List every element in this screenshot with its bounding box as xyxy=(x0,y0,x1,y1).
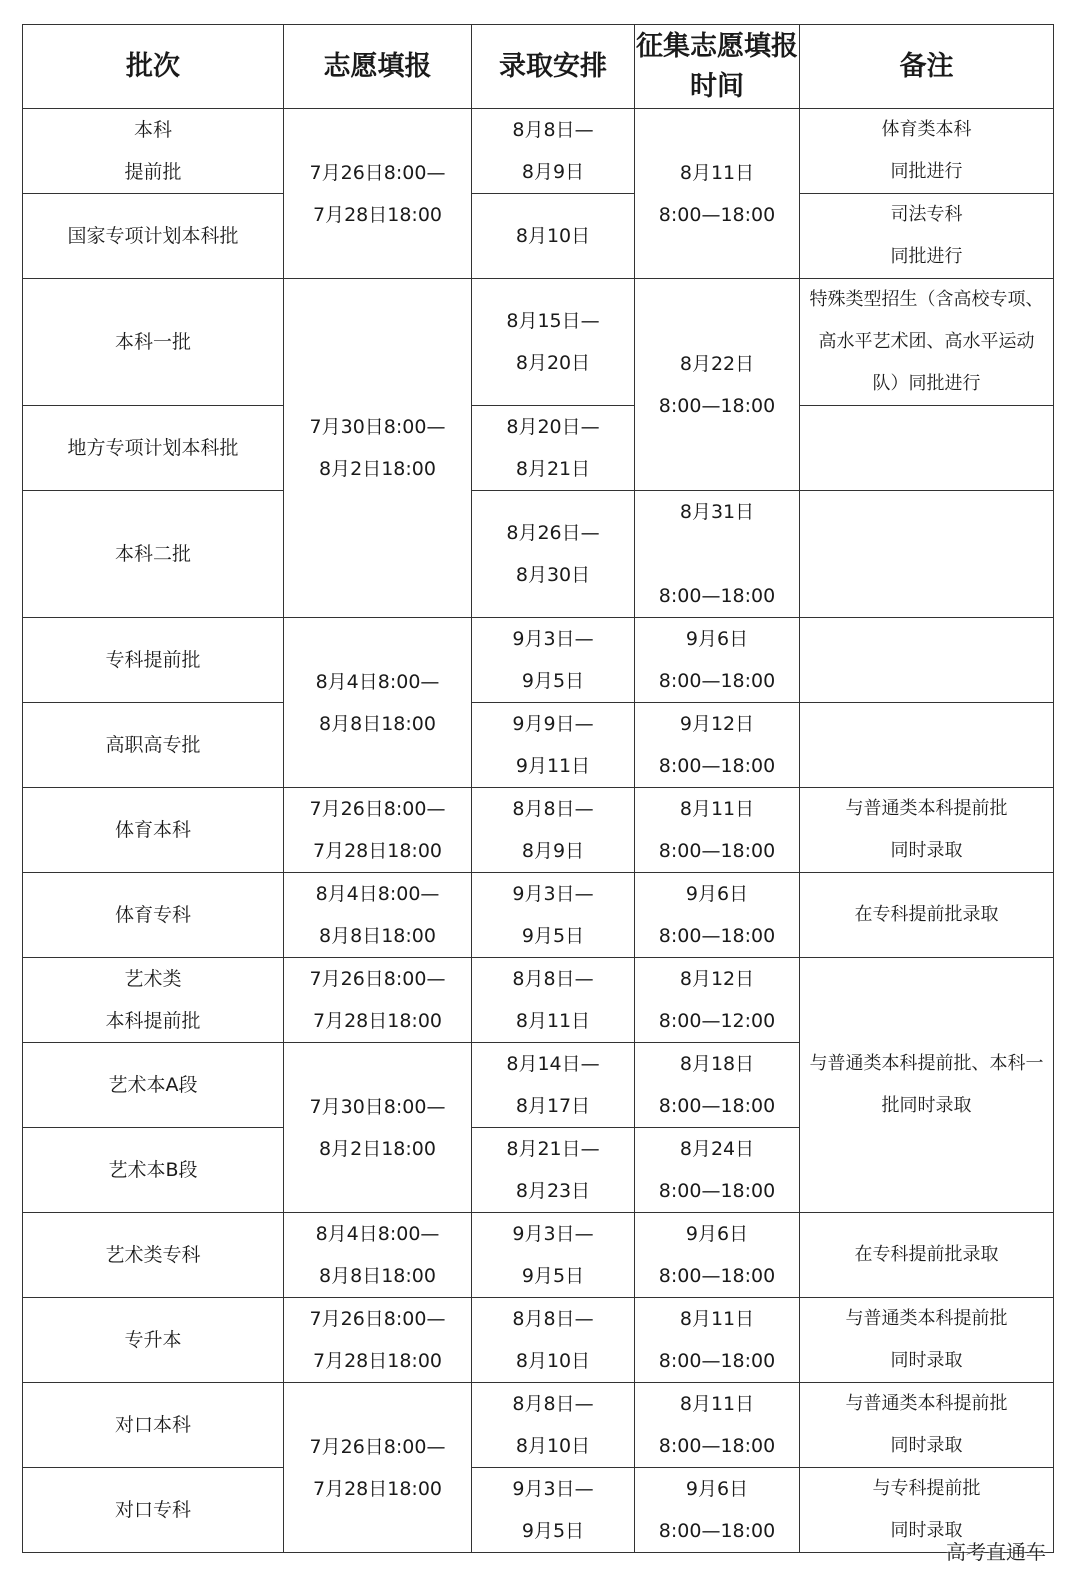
cell-text: 8月4日8:00— xyxy=(315,883,440,905)
solicit-cell xyxy=(635,873,800,958)
cell-text: 7月30日8:00— xyxy=(309,1095,446,1118)
table-row xyxy=(23,618,1054,703)
cell-text: 7月28日18:00 xyxy=(312,1350,443,1372)
cell-text: 8月11日 xyxy=(679,1393,755,1415)
cell-text: 9月6日 xyxy=(685,1478,749,1500)
fill-cell xyxy=(284,958,472,1043)
cell-text: 8月4日8:00— xyxy=(315,1223,440,1245)
cell-text: 提前批 xyxy=(124,161,182,183)
cell-text: 8月8日— xyxy=(512,968,594,990)
cell-text: 8月11日 xyxy=(679,798,755,820)
cell-text: 8月10日 xyxy=(515,225,591,247)
admission-cell xyxy=(472,109,635,194)
cell-text: 9月6日 xyxy=(685,1223,749,1245)
cell-text: 专科提前批 xyxy=(105,649,201,671)
cell-text: 8月20日 xyxy=(515,352,591,374)
merged-remark-cell xyxy=(800,958,1054,1213)
remark-cell xyxy=(800,1298,1054,1383)
cell-text: 8月2日18:00 xyxy=(319,458,436,480)
solicit-cell xyxy=(635,491,800,618)
table-row xyxy=(23,194,1054,279)
cell-text: 在专科提前批录取 xyxy=(854,1244,999,1265)
remark-cell xyxy=(800,491,1054,618)
cell-text: 特殊类型招生（含高校专项、 xyxy=(809,289,1044,310)
batch-cell xyxy=(23,788,284,873)
table-row xyxy=(23,788,1054,873)
cell-text: 本科二批 xyxy=(114,543,191,565)
header-remarks: 备注 xyxy=(800,25,1054,109)
solicit-cell xyxy=(635,1128,800,1213)
cell-text: 在专科提前批录取 xyxy=(854,904,999,925)
cell-text: 同时录取 xyxy=(890,1435,963,1456)
cell-text: 8月9日 xyxy=(521,840,585,862)
cell-text: 9月3日— xyxy=(512,883,594,905)
cell-text: 8月26日— xyxy=(506,522,600,544)
cell-text: 与普通类本科提前批 xyxy=(845,1308,1008,1329)
remark-cell xyxy=(800,406,1054,491)
admission-cell xyxy=(472,1383,635,1468)
cell-text: 体育本科 xyxy=(114,819,191,841)
cell-text: 7月26日8:00— xyxy=(309,1435,446,1458)
header-solicitation-line: 征集志愿 xyxy=(636,30,744,62)
table-row xyxy=(23,873,1054,958)
remark-cell xyxy=(800,109,1054,194)
cell-text: 艺术类专科 xyxy=(105,1244,201,1266)
cell-text: 8:00—18:00 xyxy=(658,1180,776,1202)
cell-text: 本科提前批 xyxy=(105,1010,201,1032)
admission-cell xyxy=(472,1213,635,1298)
batch-cell xyxy=(23,279,284,406)
merged-fill-cell xyxy=(284,618,472,788)
table-row xyxy=(23,1383,1054,1468)
cell-text: 8:00—18:00 xyxy=(658,1520,776,1542)
cell-text: 8月20日— xyxy=(506,416,600,438)
fill-cell xyxy=(284,1298,472,1383)
cell-text: 8月30日 xyxy=(515,564,591,586)
cell-text: 9月3日— xyxy=(512,1223,594,1245)
remark-cell xyxy=(800,788,1054,873)
cell-text: 7月26日8:00— xyxy=(309,161,446,184)
cell-text xyxy=(800,533,1053,575)
cell-text: 国家专项计划本科批 xyxy=(67,225,239,247)
cell-text: 8:00—18:00 xyxy=(658,203,776,226)
cell-text: 同时录取 xyxy=(890,1350,963,1371)
table-row xyxy=(23,491,1054,618)
cell-text: 体育专科 xyxy=(114,904,191,926)
cell-text: 艺术本A段 xyxy=(108,1074,198,1096)
admission-cell xyxy=(472,958,635,1043)
cell-text: 同批进行 xyxy=(890,161,963,182)
cell-text: 8:00—18:00 xyxy=(658,1265,776,1287)
remark-cell xyxy=(800,194,1054,279)
cell-text: 对口本科 xyxy=(114,1414,191,1436)
cell-text: 队）同批进行 xyxy=(872,373,981,394)
solicit-cell xyxy=(635,1213,800,1298)
cell-text: 8月12日 xyxy=(679,968,755,990)
solicit-cell xyxy=(635,958,800,1043)
remark-cell xyxy=(800,703,1054,788)
cell-text: 8月21日— xyxy=(506,1138,600,1160)
cell-text: 9月3日— xyxy=(512,628,594,650)
cell-text: 8月14日— xyxy=(506,1053,600,1075)
fill-cell xyxy=(284,788,472,873)
cell-text: 与专科提前批 xyxy=(872,1478,981,1499)
cell-text: 体育类本科 xyxy=(881,119,972,140)
solicit-cell xyxy=(635,703,800,788)
batch-cell xyxy=(23,1213,284,1298)
cell-text: 对口专科 xyxy=(114,1499,191,1521)
cell-text: 高职高专批 xyxy=(105,734,201,756)
cell-text: 7月26日8:00— xyxy=(309,1308,446,1330)
cell-text: 8:00—18:00 xyxy=(658,925,776,947)
batch-cell xyxy=(23,406,284,491)
cell-text: 同时录取 xyxy=(890,840,963,861)
batch-cell xyxy=(23,958,284,1043)
cell-text: 8月21日 xyxy=(515,458,591,480)
cell-text: 8月10日 xyxy=(515,1350,591,1372)
cell-text: 专升本 xyxy=(124,1329,182,1351)
merged-solicit-cell xyxy=(635,279,800,491)
solicit-cell xyxy=(635,1043,800,1128)
cell-text: 8月4日8:00— xyxy=(315,670,440,693)
header-solicitation-time xyxy=(635,25,800,109)
batch-cell xyxy=(23,1043,284,1128)
table-row xyxy=(23,109,1054,194)
batch-cell xyxy=(23,873,284,958)
batch-cell xyxy=(23,1468,284,1553)
cell-text: 本科 xyxy=(133,119,172,141)
cell-text: 艺术本B段 xyxy=(108,1159,198,1181)
fill-cell xyxy=(284,873,472,958)
cell-text: 9月3日— xyxy=(512,1478,594,1500)
header-application-filling: 志愿填报 xyxy=(284,25,472,109)
cell-text: 同批进行 xyxy=(890,246,963,267)
cell-text: 9月5日 xyxy=(521,1520,585,1542)
cell-text: 7月30日8:00— xyxy=(309,416,446,438)
cell-text: 8月23日 xyxy=(515,1180,591,1202)
admission-cell xyxy=(472,873,635,958)
table-row xyxy=(23,406,1054,491)
cell-text: 8月8日— xyxy=(512,119,594,141)
cell-text: 与普通类本科提前批 xyxy=(845,1393,1008,1414)
admission-cell xyxy=(472,703,635,788)
cell-text: 9月9日— xyxy=(512,713,594,735)
cell-text: 8:00—18:00 xyxy=(658,670,776,692)
cell-text xyxy=(800,724,1053,766)
cell-text: 艺术类 xyxy=(124,968,182,990)
cell-text: 8月9日 xyxy=(521,161,585,183)
batch-cell xyxy=(23,618,284,703)
cell-text: 7月26日8:00— xyxy=(309,798,446,820)
remark-cell xyxy=(800,279,1054,406)
cell-text: 8月31日 xyxy=(679,501,755,523)
watermark-text: 高考直通车 xyxy=(946,1540,1046,1564)
merged-fill-cell xyxy=(284,1383,472,1553)
batch-cell xyxy=(23,194,284,279)
table-row xyxy=(23,279,1054,406)
remark-cell xyxy=(800,1383,1054,1468)
admission-schedule-table-wrapper xyxy=(22,24,1054,1553)
cell-text: 与普通类本科提前批、本科一 xyxy=(809,1053,1044,1074)
table-row xyxy=(23,1213,1054,1298)
cell-text: 9月11日 xyxy=(515,755,591,777)
remark-cell xyxy=(800,1213,1054,1298)
cell-text: 8:00—18:00 xyxy=(658,1435,776,1457)
cell-text: 8:00—18:00 xyxy=(658,840,776,862)
merged-fill-cell xyxy=(284,109,472,279)
cell-text: 8:00—18:00 xyxy=(658,1095,776,1117)
cell-text: 8月11日 xyxy=(679,161,755,184)
cell-text: 9月6日 xyxy=(685,883,749,905)
admission-cell xyxy=(472,406,635,491)
admission-cell xyxy=(472,1128,635,1213)
table-row xyxy=(23,1298,1054,1383)
cell-text xyxy=(800,427,1053,469)
cell-text: 8月2日18:00 xyxy=(319,1137,436,1160)
cell-text: 8:00—12:00 xyxy=(658,1010,776,1032)
cell-text: 8月22日 xyxy=(679,352,755,375)
table-row xyxy=(23,1468,1054,1553)
batch-cell xyxy=(23,109,284,194)
cell-text: 9月5日 xyxy=(521,925,585,947)
batch-cell xyxy=(23,1298,284,1383)
admission-cell xyxy=(472,1043,635,1128)
solicit-cell xyxy=(635,1468,800,1553)
batch-cell xyxy=(23,1128,284,1213)
cell-text: 8月8日18:00 xyxy=(319,1265,436,1287)
cell-text: 高水平艺术团、高水平运动 xyxy=(818,331,1035,352)
cell-text: 司法专科 xyxy=(890,204,963,225)
admission-cell xyxy=(472,618,635,703)
cell-text: 8月15日— xyxy=(506,310,600,332)
table-row xyxy=(23,703,1054,788)
cell-text: 9月5日 xyxy=(521,670,585,692)
cell-text: 7月28日18:00 xyxy=(312,840,443,862)
cell-text: 8月24日 xyxy=(679,1138,755,1160)
table-row xyxy=(23,958,1054,1043)
cell-text: 7月28日18:00 xyxy=(312,203,443,226)
cell-text: 8月8日18:00 xyxy=(319,712,436,735)
cell-text: 8月11日 xyxy=(515,1010,591,1032)
solicit-cell xyxy=(635,788,800,873)
admission-cell xyxy=(472,279,635,406)
header-row xyxy=(23,25,1054,109)
cell-text: 7月28日18:00 xyxy=(312,1477,443,1500)
solicit-cell xyxy=(635,1298,800,1383)
cell-text: 地方专项计划本科批 xyxy=(67,437,239,459)
cell-text xyxy=(800,639,1053,681)
header-admission-schedule: 录取安排 xyxy=(472,25,635,109)
admission-cell xyxy=(472,788,635,873)
admission-cell xyxy=(472,491,635,618)
batch-cell xyxy=(23,491,284,618)
cell-text: 7月28日18:00 xyxy=(312,1010,443,1032)
cell-text: 8:00—18:00 xyxy=(658,394,776,417)
merged-solicit-cell xyxy=(635,109,800,279)
remark-cell xyxy=(800,618,1054,703)
cell-text: 批同时录取 xyxy=(881,1095,972,1116)
cell-text: 与普通类本科提前批 xyxy=(845,798,1008,819)
fill-cell xyxy=(284,1213,472,1298)
cell-text: 8:00—18:00 xyxy=(658,755,776,777)
cell-text: 8月10日 xyxy=(515,1435,591,1457)
cell-text: 8:00—18:00 xyxy=(658,585,776,607)
cell-text: 8月17日 xyxy=(515,1095,591,1117)
cell-text: 8月8日— xyxy=(512,1308,594,1330)
cell-text: 8月18日 xyxy=(679,1053,755,1075)
cell-text: 9月12日 xyxy=(679,713,755,735)
cell-text: 本科一批 xyxy=(114,331,191,353)
batch-cell xyxy=(23,1383,284,1468)
admission-schedule-table xyxy=(22,24,1054,1553)
merged-fill-cell xyxy=(284,1043,472,1213)
cell-text: 同时录取 xyxy=(890,1520,963,1541)
cell-text: 8月8日18:00 xyxy=(319,925,436,947)
admission-cell xyxy=(472,1468,635,1553)
batch-cell xyxy=(23,703,284,788)
cell-text: 8月8日— xyxy=(512,1393,594,1415)
header-batch: 批次 xyxy=(23,25,284,109)
cell-text: 8:00—18:00 xyxy=(658,1350,776,1372)
cell-text: 9月6日 xyxy=(685,628,749,650)
cell-text: 8月11日 xyxy=(679,1308,755,1330)
table-body xyxy=(23,109,1054,1553)
cell-text: 7月26日8:00— xyxy=(309,968,446,990)
solicit-cell xyxy=(635,618,800,703)
cell-text: 8月8日— xyxy=(512,798,594,820)
header-solicitation-line: 填报时间 xyxy=(690,30,798,102)
cell-text xyxy=(635,533,799,575)
admission-cell xyxy=(472,194,635,279)
admission-cell xyxy=(472,1298,635,1383)
remark-cell xyxy=(800,873,1054,958)
cell-text: 9月5日 xyxy=(521,1265,585,1287)
merged-fill-cell xyxy=(284,279,472,618)
solicit-cell xyxy=(635,1383,800,1468)
